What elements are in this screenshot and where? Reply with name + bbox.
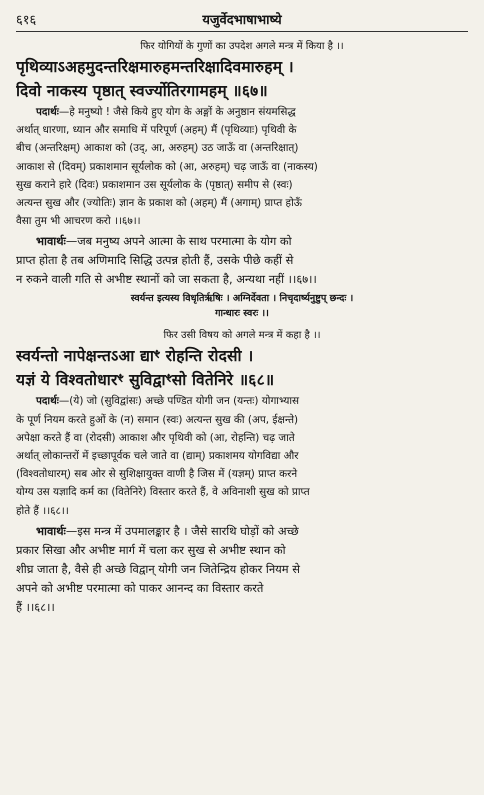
padartha-68-line: (विश्वतोधारम्) सब ओर से सुशिक्षायुक्त वाणी है जिस में (यज्ञम्) प्राप्त करने — [16, 468, 298, 481]
padartha-67-line: बीच (अन्तरिक्षम्) आकाश को (उद्, आ, अरुहम्) उठ जाऊँ वा (अन्तरिक्षात्) — [16, 142, 299, 155]
bhavartha-68-line: प्रकार सिखा और अभीष्ट मार्ग में चला कर सुख से अभीष्ट स्थान को — [16, 542, 286, 557]
padartha-67-line: अर्थात् धारणा, ध्यान और समाधि में परिपूर्ण (अहम्) मैं (पृथिव्याः) पृथिवी के — [16, 124, 297, 137]
bhavartha-67-text: —जब मनुष्य अपने आत्मा के साथ परमात्मा के योग को — [65, 234, 292, 249]
verse-68-line-2: यज्ञं ये विश्वतोधारꣳ सुविद्वाꣳसो वितेनिरे ॥६८॥ — [16, 371, 275, 390]
bhavartha-68-line — [16, 522, 468, 541]
padartha-67-line: सुख कराने हारे (दिवः) प्रकाशमान उस सूर्यलोक के (पृष्ठात्) समीप से (स्वः) — [16, 178, 293, 191]
padartha-68-line: अर्थात् लोकान्तरों में इच्छापूर्वक चले जाते वा (द्याम्) प्रकाशमय योगविद्या और — [16, 450, 299, 463]
padartha-67-line: वैसा तुम भी आचरण करो ।।६७।। — [16, 215, 141, 228]
intro-68: फिर उसी विषय को अगले मन्त्र में कहा है ।। — [163, 330, 321, 342]
bhavartha-67 — [16, 232, 468, 289]
meta-68 — [16, 291, 468, 321]
bhavartha-68-line: शीघ्र जाता है, वैसे ही अच्छे विद्वान् योगी जन जितेन्द्रिय होकर नियम से — [16, 561, 300, 576]
page-number: ६१६ — [16, 13, 37, 28]
verse-67-line-1: पृथिव्याऽअहमुदन्तरिक्षमारुहमन्तरिक्षादिवमारुहम् । — [16, 58, 294, 76]
bhavartha-68 — [16, 522, 468, 617]
bhavartha-67-line — [16, 232, 468, 251]
padartha-label: पदार्थः — [36, 106, 59, 118]
padartha-67-line: अत्यन्त सुख और (ज्योतिः) ज्ञान के प्रकाश को (अहम्) मैं (अगाम्) प्राप्त होऊँ — [16, 197, 302, 210]
bhavartha-label: भावार्थः — [36, 523, 66, 538]
bhavartha-67-line: न रुकने वाली गति से अभीष्ट स्थानों को जा सकता है, अन्यथा नहीं ।।६७।। — [16, 272, 317, 287]
padartha-68 — [16, 392, 468, 519]
verse-67-line-2: दिवो नाकस्य पृष्ठात् स्वर्ज्योतिरगामहम् ॥६७॥ — [16, 82, 268, 100]
page-header — [16, 10, 468, 32]
bhavartha-68-text: —इस मन्त्र में उपमालङ्कार है । जैसे सारथि घोड़ों को अच्छे — [65, 523, 299, 538]
padartha-67-text: —हे मनुष्यो ! जैसे किये हुए योग के अङ्गों के अनुष्ठान संयमसिद्ध — [58, 106, 296, 118]
bhavartha-67-line: प्राप्त होता है तब अणिमादि सिद्धि उत्पन्न होती हैं, उसके पीछे कहीं से — [16, 253, 294, 268]
padartha-68-text: —(ये) जो (सुविद्वांसः) अच्छे पण्डित योगी जन (यन्तः) योगाभ्यास — [58, 395, 300, 408]
verse-68-line-1: स्वर्यन्तो नापेक्षन्तऽआ द्याꣳ रोहन्ति रोदसी । — [16, 347, 254, 366]
padartha-67-line — [16, 103, 468, 121]
bhavartha-68-line: हैं ।।६८।। — [16, 599, 55, 614]
padartha-68-line: योग्य उस यज्ञादि कर्म का (वितेनिरे) विस्तार करते हैं, वे अविनाशी सुख को प्राप्त — [16, 486, 310, 499]
bhavartha-68-line: अपने को अभीष्ट परमात्मा को पाकर आनन्द का विस्तार करते — [16, 580, 264, 595]
padartha-68-line: होते हैं ।।६८।। — [16, 504, 69, 517]
padartha-68-line — [16, 392, 468, 410]
meta-line: गान्धारः स्वरः ।। — [215, 308, 269, 320]
running-title: यजुर्वेदभाषाभाष्ये — [202, 13, 282, 28]
intro-67: फिर योगियों के गुणों का उपदेश अगले मन्त्र में किया है ।। — [140, 41, 344, 52]
padartha-68-line: अपेक्षा करते हैं वा (रोदसी) आकाश और पृथिवी को (आ, रोहन्ति) चढ़ जाते — [16, 431, 295, 444]
meta-line: स्वर्यन्त इत्यस्य विधृतिर्ऋषिः । अग्निर्देवता । निचृदार्ष्यनुष्टुप् छन्दः । — [130, 293, 354, 305]
padartha-68-line: के पूर्ण नियम करते हुओं के (न) समान (स्वः) अत्यन्त सुख की (अप, ईक्षन्ते) — [16, 413, 299, 426]
padartha-label: पदार्थः — [36, 395, 59, 408]
padartha-67-line: आकाश से (दिवम्) प्रकाशमान सूर्यलोक को (आ, अरुहम्) चढ़ जाऊँ वा (नाकस्य) — [16, 160, 318, 173]
bhavartha-label: भावार्थः — [36, 234, 66, 249]
padartha-67 — [16, 103, 468, 230]
